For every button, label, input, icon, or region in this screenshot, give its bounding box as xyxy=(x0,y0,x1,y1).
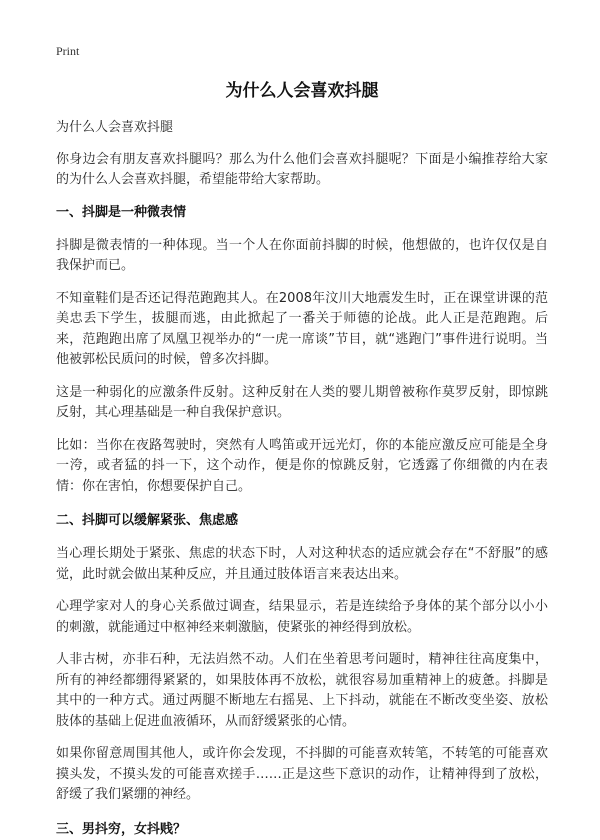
section-heading-1: 一、抖脚是一种微表情 xyxy=(56,204,187,220)
paragraph: 不知童鞋们是否还记得范跑跑其人。在2008年汶川大地震发生时，正在课堂讲课的范美忠丢下学生，拔腿而逃，由此掀起了一番关于师德的论战。此人正是范跑跑。后来，范跑跑出席了凤凰卫视举办的“一虎一席谈”节目，就“逃跑门”事件进行说明。当他被郭松民质问的时候，曾多次抖脚。 xyxy=(56,290,548,367)
intro-paragraph: 你身边会有朋友喜欢抖腿吗？那么为什么他们会喜欢抖腿呢？下面是小编推荐给大家的为什么人会喜欢抖腿，希望能带给大家帮助。 xyxy=(56,151,548,187)
document-title: 为什么人会喜欢抖腿 xyxy=(225,81,379,101)
print-label[interactable]: Print xyxy=(56,44,80,58)
paragraph: 这是一种弱化的应激条件反射。这种反射在人类的婴儿期曾被称作莫罗反射，即惊跳反射，其心理基础是一种自我保护意识。 xyxy=(56,384,548,420)
paragraph: 人非古树，亦非石种，无法岿然不动。人们在坐着思考问题时，精神往往高度集中，所有的神经都绷得紧紧的，如果肢体再不放松，就很容易加重精神上的疲惫。抖脚是其中的一种方式。通过两腿不断地左右摇晃、上下抖动，就能在不断改变坐姿、放松肢体的基础上促进血液循环，从而舒缓紧张的心情。 xyxy=(56,652,548,729)
section-heading-3: 三、男抖穷，女抖贱？ xyxy=(56,821,187,837)
section-heading-2: 二、抖脚可以缓解紧张、焦虑感 xyxy=(56,513,239,528)
paragraph: 抖脚是微表情的一种体现。当一个人在你面前抖脚的时候，他想做的，也许仅仅是自我保护而已。 xyxy=(56,237,548,273)
paragraph: 如果你留意周围其他人，或许你会发现，不抖脚的可能喜欢转笔，不转笔的可能喜欢摸头发，不摸头发的可能喜欢搓手……正是这些下意识的动作，让精神得到了放松，舒缓了我们紧绷的神经。 xyxy=(56,746,548,802)
paragraph: 心理学家对人的身心关系做过调查，结果显示，若是连续给予身体的某个部分以小小的刺激，就能通过中枢神经来刺激脑，使紧张的神经得到放松。 xyxy=(56,599,548,635)
paragraph: 比如：当你在夜路驾驶时，突然有人鸣笛或开远光灯，你的本能应激反应可能是全身一洿，或者猛的抖一下，这个动作，便是你的惊跳反射，它透露了你细微的内在表情：你在害怕，你想要保护自己。 xyxy=(56,437,548,494)
document-subtitle: 为什么人会喜欢抖腿 xyxy=(56,120,174,135)
paragraph: 当心理长期处于紧张、焦虑的状态下时，人对这种状态的适应就会存在“不舒服”的感觉，此时就会做出某种反应，并且通过肢体语言来表达出来。 xyxy=(56,546,548,582)
